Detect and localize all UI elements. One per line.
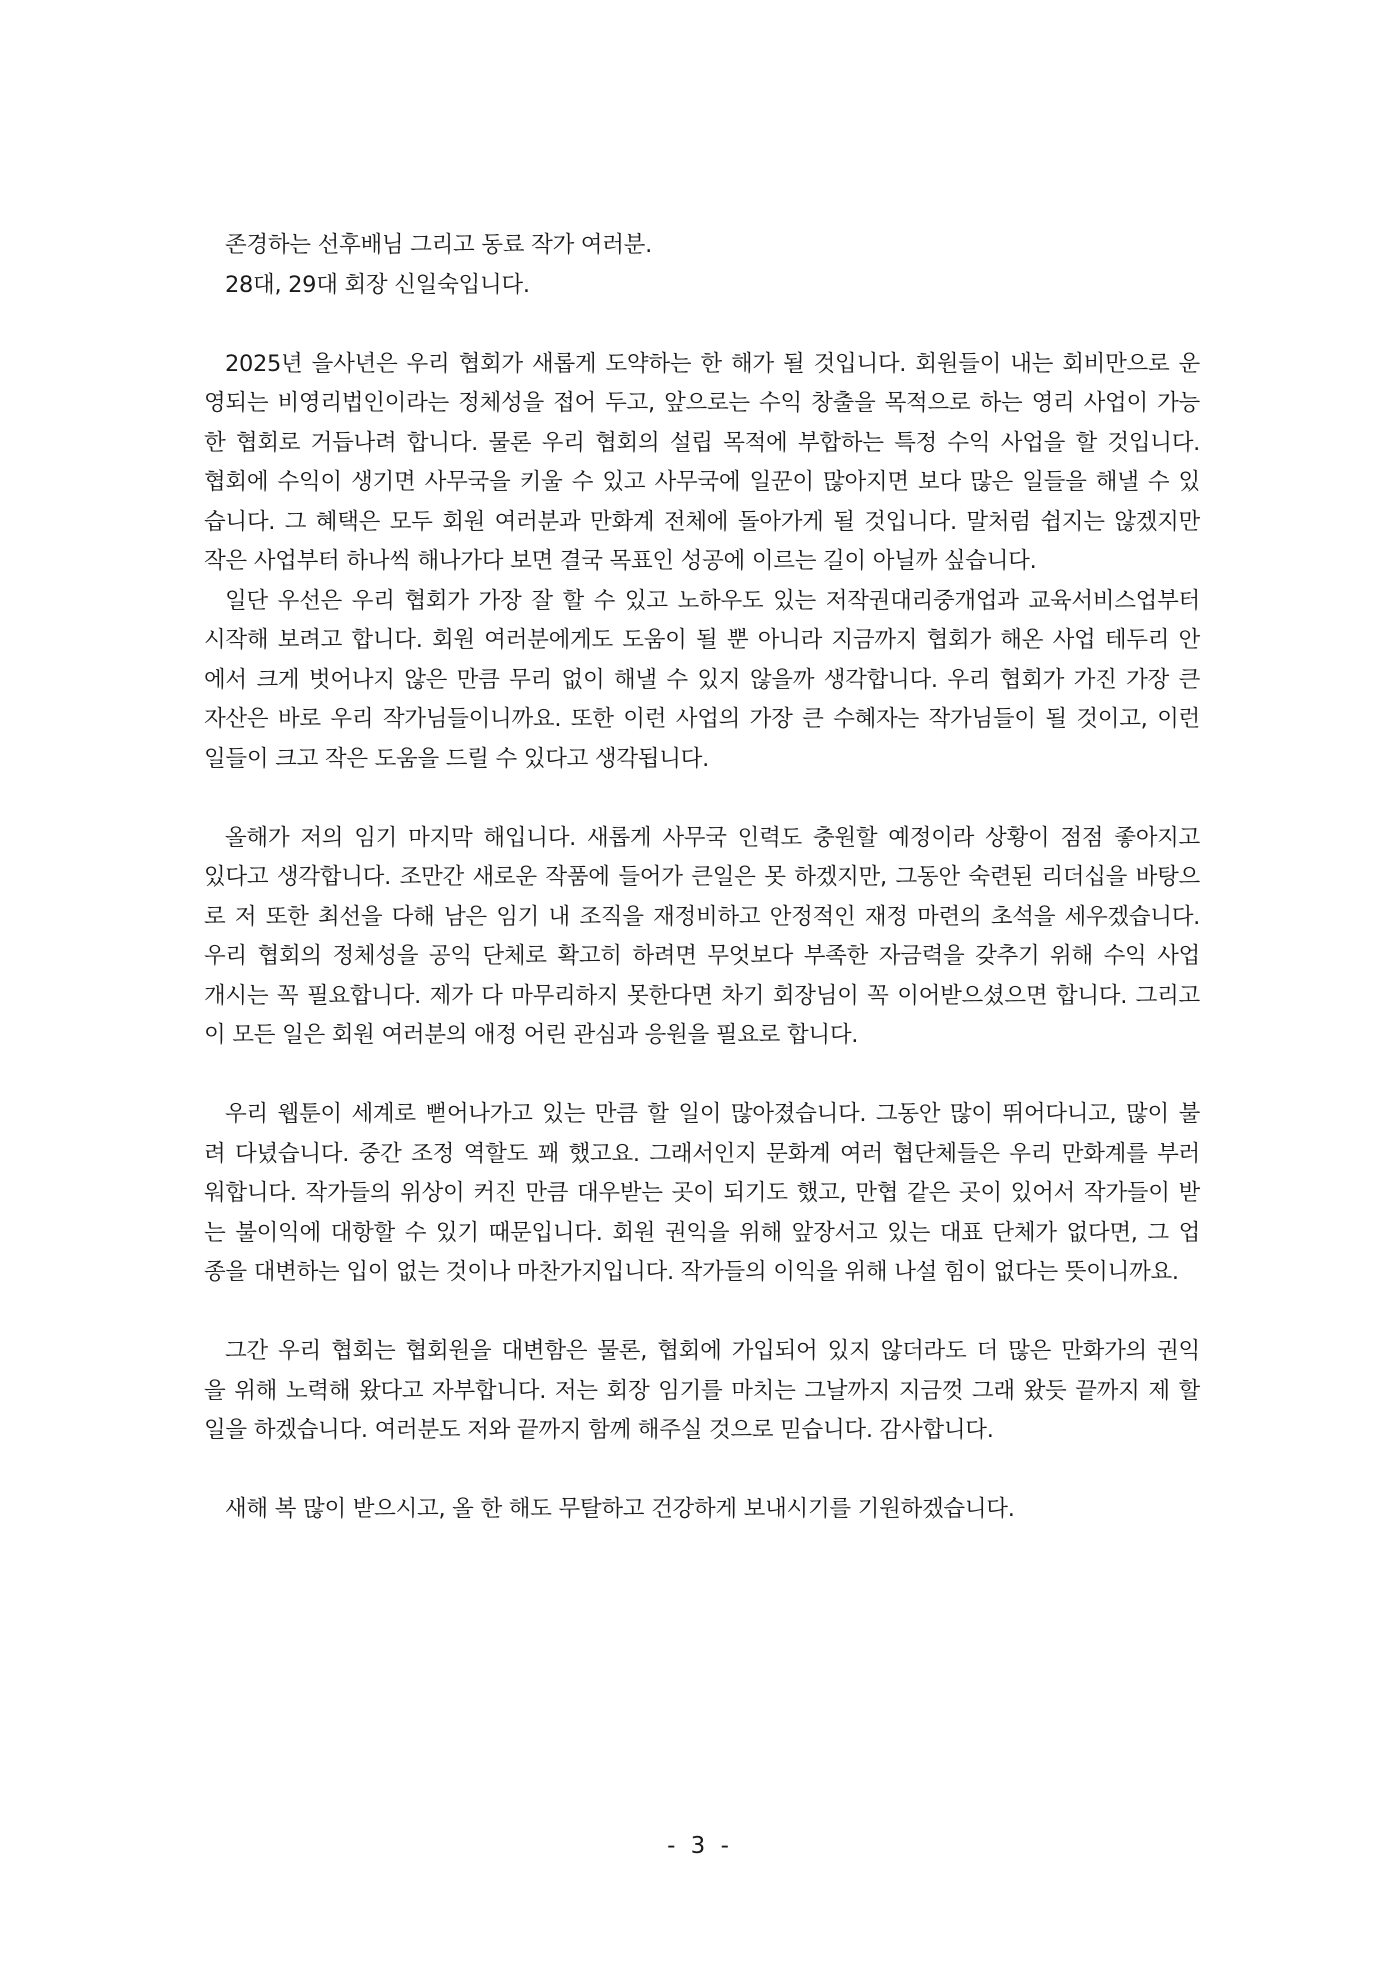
body-paragraph bbox=[204, 1332, 1200, 1451]
page-number: - 3 - bbox=[667, 1833, 733, 1859]
text-line: 개시는 꼭 필요합니다. 제가 다 마무리하지 못한다면 차기 회장님이 꼭 이어받으셨으면 합니다. 그리고 bbox=[204, 982, 1200, 1009]
paragraph-gap bbox=[204, 779, 1200, 819]
body-paragraph bbox=[204, 819, 1200, 1056]
body-paragraph bbox=[204, 1095, 1200, 1293]
text-line: 종을 대변하는 입이 없는 것이나 마찬가지입니다. 작가들의 이익을 위해 나설 힘이 없다는 뜻이니까요. bbox=[204, 1259, 1179, 1285]
text-line: 있다고 생각합니다. 조만간 새로운 작품에 들어가 큰일은 못 하겠지만, 그동안 숙련된 리더십을 바탕으 bbox=[204, 864, 1200, 890]
text-line: 우리 웹툰이 세계로 뻗어나가고 있는 만큼 할 일이 많아졌습니다. 그동안 많이 뛰어다니고, 많이 불 bbox=[225, 1101, 1200, 1127]
text-line: 려 다녔습니다. 중간 조정 역할도 꽤 했고요. 그래서인지 문화계 여러 협단체들은 우리 만화계를 부러 bbox=[204, 1140, 1200, 1167]
text-line: 새해 복 많이 받으시고, 올 한 해도 무탈하고 건강하게 보내시기를 기원하겠습니다. bbox=[225, 1496, 1015, 1522]
text-line: 시작해 보려고 합니다. 회원 여러분에게도 도움이 될 뿐 아니라 지금까지 협회가 해온 사업 테두리 안 bbox=[204, 627, 1200, 653]
text-line: 워합니다. 작가들의 위상이 커진 만큼 대우받는 곳이 되기도 했고, 만협 같은 곳이 있어서 작가들이 받 bbox=[204, 1180, 1200, 1206]
text-line: 을 위해 노력해 왔다고 자부합니다. 저는 회장 임기를 마치는 그날까지 지금껏 그래 왔듯 끝까지 제 할 bbox=[204, 1377, 1200, 1404]
text-line: 에서 크게 벗어나지 않은 만큼 무리 없이 해낼 수 있지 않을까 생각합니다. 우리 협회가 가진 가장 큰 bbox=[204, 666, 1200, 693]
text-line: 28대, 29대 회장 신일숙입니다. bbox=[225, 271, 530, 298]
text-line: 일단 우선은 우리 협회가 가장 잘 할 수 있고 노하우도 있는 저작권대리중개업과 교육서비스업부터 bbox=[225, 587, 1200, 614]
text-line: 한 협회로 거듭나려 합니다. 물론 우리 협회의 설립 목적에 부합하는 특정 수익 사업을 할 것입니다. bbox=[204, 429, 1200, 456]
body-paragraph bbox=[204, 582, 1200, 780]
paragraph-gap bbox=[204, 305, 1200, 345]
text-line: 로 저 또한 최선을 다해 남은 임기 내 조직을 재정비하고 안정적인 재정 마련의 초석을 세우겠습니다. bbox=[204, 903, 1200, 930]
paragraph-gap bbox=[204, 1451, 1200, 1491]
letter-body bbox=[204, 226, 1200, 1530]
text-line: 일들이 크고 작은 도움을 드릴 수 있다고 생각됩니다. bbox=[204, 745, 709, 772]
text-line: 우리 협회의 정체성을 공익 단체로 확고히 하려면 무엇보다 부족한 자금력을 갖추기 위해 수익 사업 bbox=[204, 943, 1200, 969]
text-line: 2025년 을사년은 우리 협회가 새롭게 도약하는 한 해가 될 것입니다. 회원들이 내는 회비만으로 운 bbox=[225, 350, 1200, 377]
text-line: 습니다. 그 혜택은 모두 회원 여러분과 만화계 전체에 돌아가게 될 것입니다. 말처럼 쉽지는 않겠지만 bbox=[204, 508, 1200, 535]
text-line: 일을 하겠습니다. 여러분도 저와 끝까지 함께 해주실 것으로 믿습니다. 감사합니다. bbox=[204, 1417, 994, 1443]
text-line: 자산은 바로 우리 작가님들이니까요. 또한 이런 사업의 가장 큰 수혜자는 작가님들이 될 것이고, 이런 bbox=[204, 706, 1200, 732]
body-paragraph bbox=[204, 345, 1200, 582]
text-line: 그간 우리 협회는 협회원을 대변함은 물론, 협회에 가입되어 있지 않더라도 더 많은 만화가의 권익 bbox=[225, 1338, 1200, 1364]
greeting-paragraph bbox=[204, 226, 1200, 305]
text-line: 존경하는 선후배님 그리고 동료 작가 여러분. bbox=[225, 232, 652, 258]
text-line: 작은 사업부터 하나씩 해나가다 보면 결국 목표인 성공에 이르는 길이 아닐까 싶습니다. bbox=[204, 548, 1037, 574]
text-line: 협회에 수익이 생기면 사무국을 키울 수 있고 사무국에 일꾼이 많아지면 보다 많은 일들을 해낼 수 있 bbox=[204, 469, 1200, 495]
paragraph-gap bbox=[204, 1293, 1200, 1333]
paragraph-gap bbox=[204, 1056, 1200, 1096]
text-line: 이 모든 일은 회원 여러분의 애정 어린 관심과 응원을 필요로 합니다. bbox=[204, 1022, 859, 1048]
text-line: 영되는 비영리법인이라는 정체성을 접어 두고, 앞으로는 수익 창출을 목적으로 하는 영리 사업이 가능 bbox=[204, 390, 1200, 416]
text-line: 는 불이익에 대항할 수 있기 때문입니다. 회원 권익을 위해 앞장서고 있는 대표 단체가 없다면, 그 업 bbox=[204, 1219, 1200, 1246]
closing-paragraph bbox=[204, 1490, 1200, 1530]
text-line: 올해가 저의 임기 마지막 해입니다. 새롭게 사무국 인력도 충원할 예정이라 상황이 점점 좋아지고 bbox=[225, 824, 1200, 851]
